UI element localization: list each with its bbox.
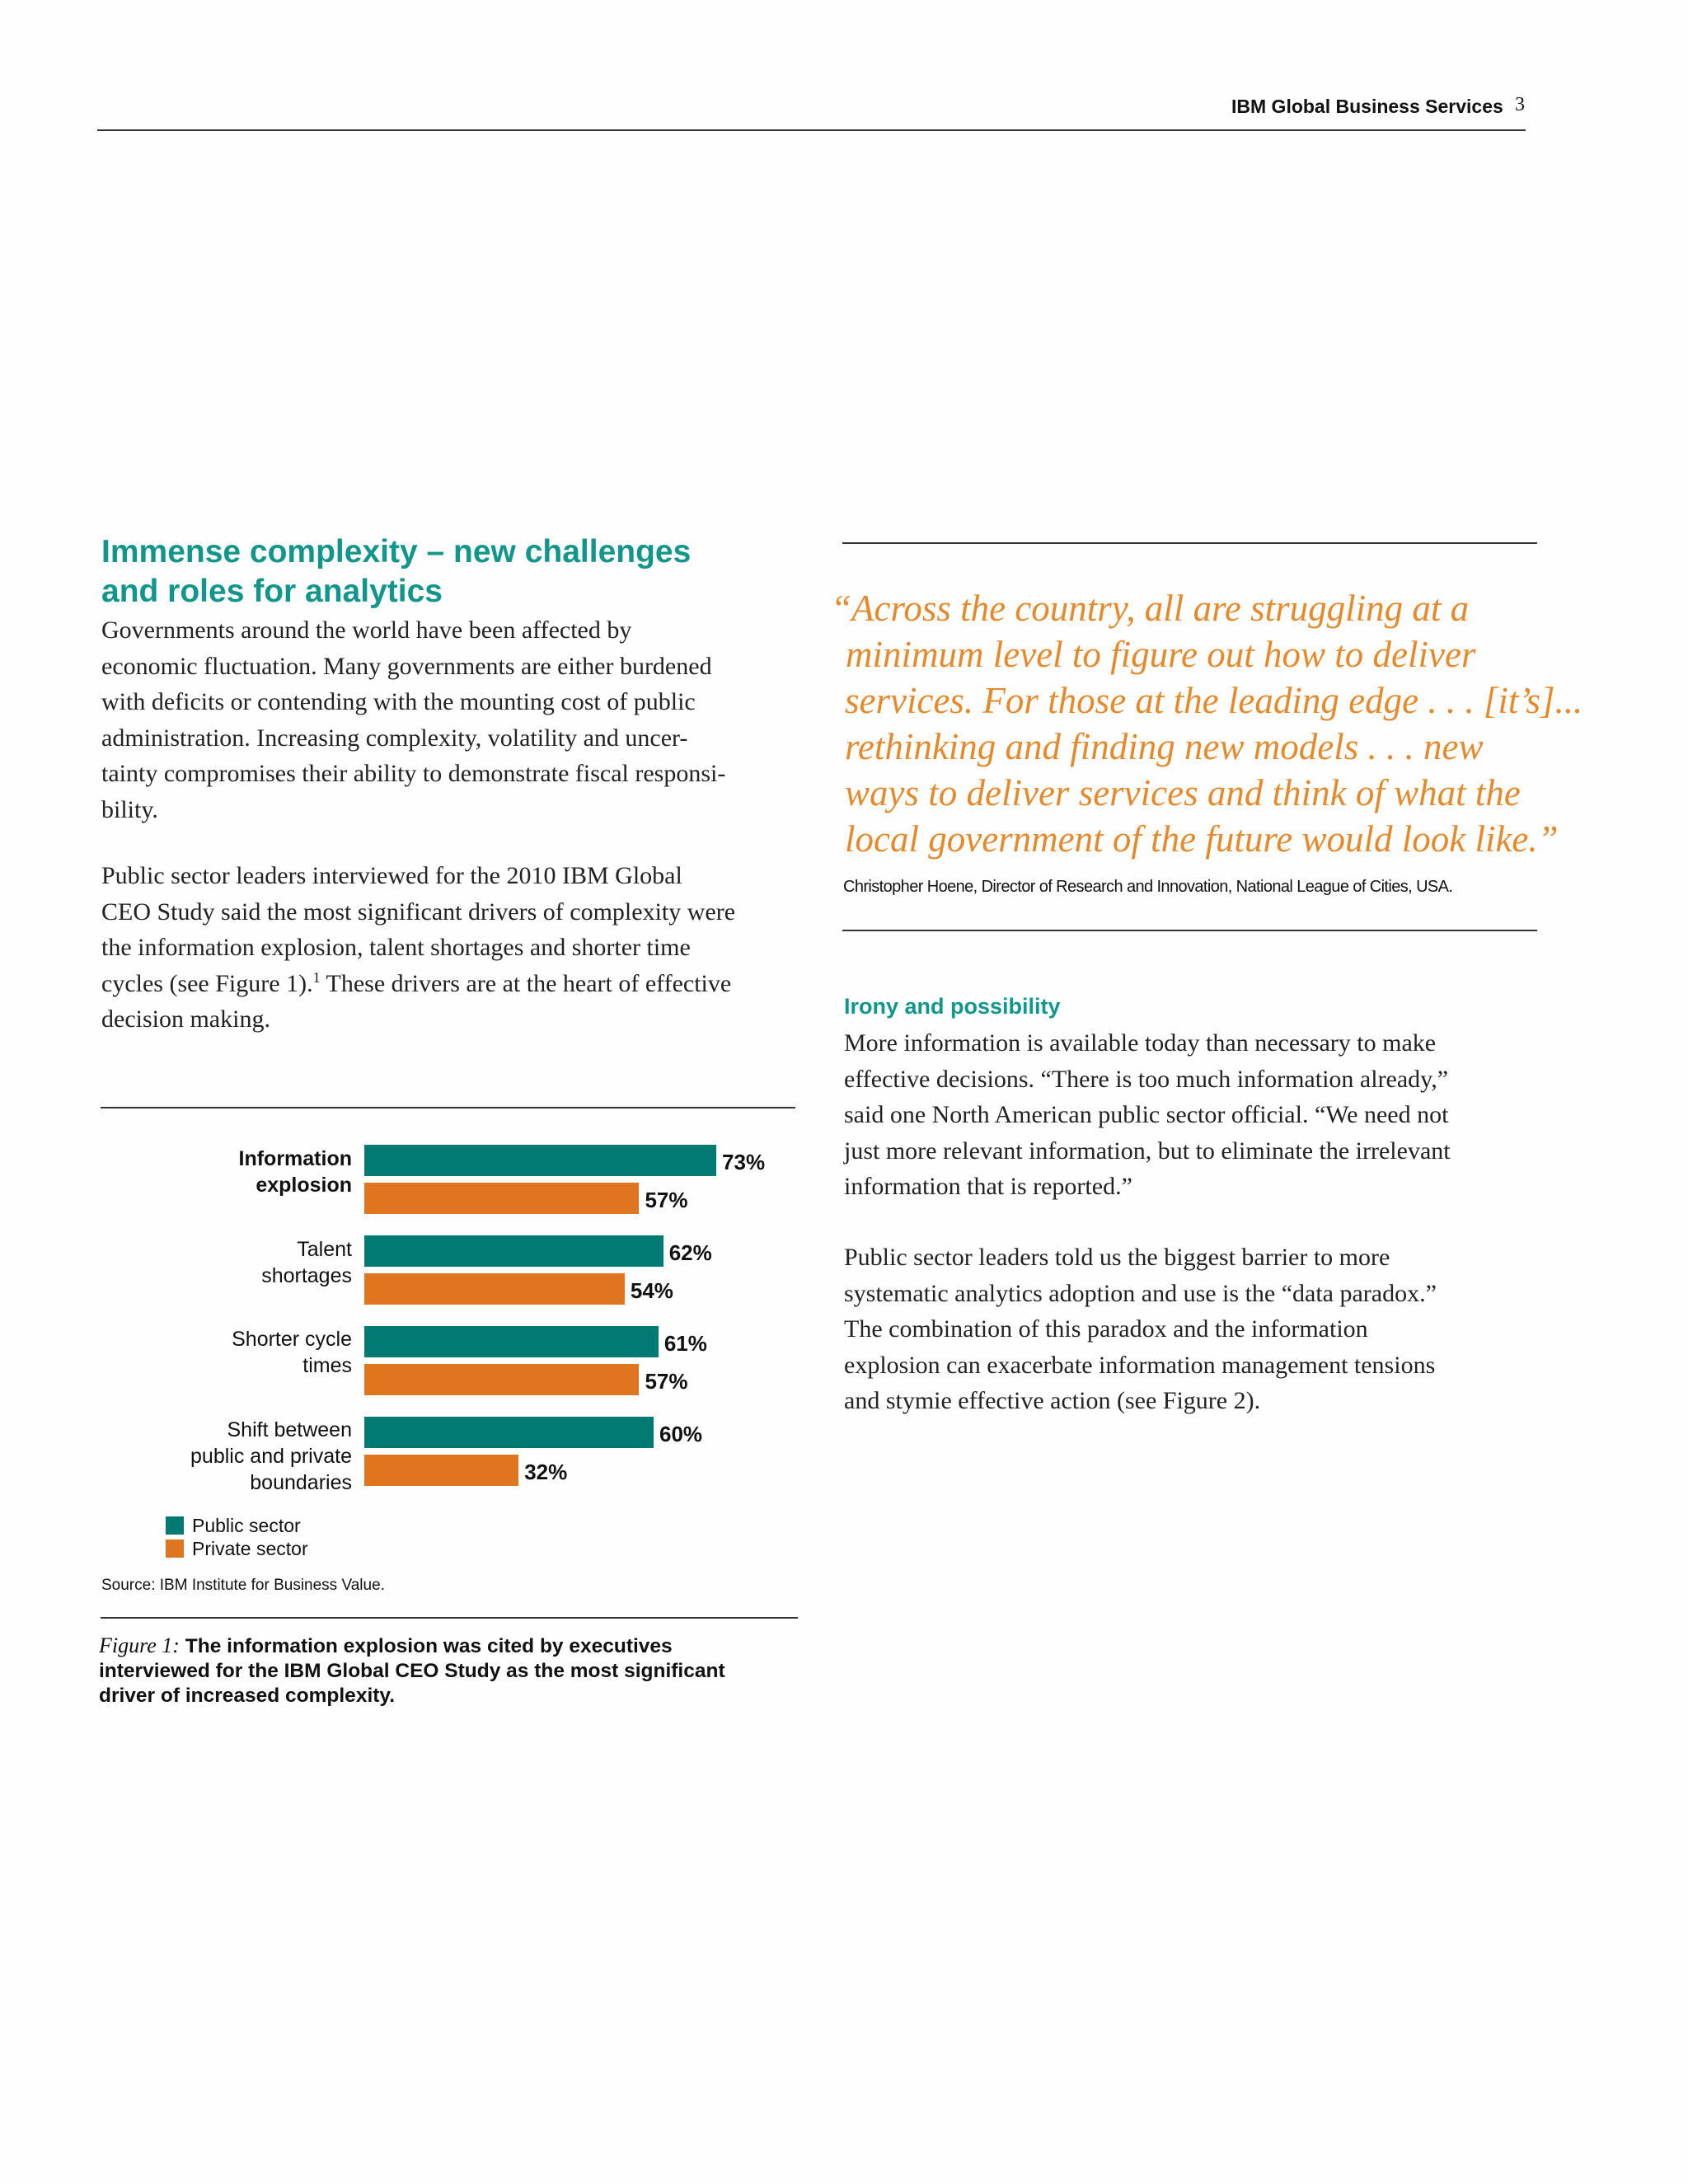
text-line: Public sector leaders interviewed for the 2010 IBM Global (101, 862, 682, 889)
quote-line: local government of the future would look like.” (845, 818, 1559, 860)
quote-line: minimum level to figure out how to deliver (846, 634, 1476, 675)
caption-line (99, 1633, 725, 1659)
bar-value-label: 54% (630, 1278, 673, 1303)
legend-swatch-private (166, 1540, 184, 1558)
bar-value-label: 57% (645, 1188, 688, 1212)
category-label-line: boundaries (250, 1471, 352, 1494)
bar-value-label: 32% (524, 1460, 568, 1484)
quote-attribution: Christopher Hoene, Director of Research and Innovation, National League of Cities, USA. (843, 878, 1453, 896)
header-rule (97, 129, 1526, 131)
section-title-line: Immense complexity – new challenges (101, 534, 692, 569)
footnote-ref: 1 (312, 968, 321, 986)
figure-source: Source: IBM Institute for Business Value. (101, 1577, 385, 1594)
text-line: administration. Increasing complexity, volatility and uncer- (101, 724, 688, 752)
caption-text: The information explosion was cited by executives (179, 1635, 673, 1657)
category-label (80, 1417, 352, 1496)
text-line: just more relevant information, but to eliminate the irrelevant (844, 1137, 1451, 1165)
text-line: systematic analytics adoption and use is the “data paradox.” (844, 1279, 1437, 1307)
text-line: said one North American public sector official. “We need not (844, 1101, 1449, 1128)
category-label (80, 1236, 352, 1289)
bar-private-sector (364, 1364, 639, 1395)
text-line: The combination of this paradox and the information (844, 1315, 1368, 1343)
text-fragment: These drivers are at the heart of effective (320, 969, 732, 997)
text-line: Governments around the world have been affected by (101, 616, 632, 644)
category-label-line: explosion (256, 1174, 352, 1197)
bar-value-label: 73% (722, 1150, 766, 1174)
legend-label-private: Private sector (192, 1538, 308, 1559)
category-label-line: shortages (261, 1264, 352, 1287)
caption-figure-label: Figure 1: (99, 1633, 180, 1657)
figure-caption (99, 1633, 725, 1708)
text-line: More information is available today than necessary to make (844, 1029, 1437, 1057)
category-label-line: Shorter cycle (232, 1328, 352, 1351)
subhead: Irony and possibility (844, 994, 1061, 1019)
category-label-line: Talent (297, 1238, 352, 1261)
text-line: and stymie effective action (see Figure 2). (844, 1387, 1261, 1414)
quote-line: rethinking and finding new models . . . new (845, 726, 1484, 767)
text-line: Public sector leaders told us the biggest barrier to more (844, 1244, 1390, 1271)
legend-swatch-public (166, 1516, 184, 1535)
category-label (80, 1146, 352, 1198)
irony-paragraph (844, 1025, 1451, 1205)
text-line: tainty compromises their ability to demonstrate fiscal responsi- (101, 760, 726, 787)
figure-bottom-rule (101, 1617, 798, 1619)
bar-private-sector (364, 1183, 639, 1214)
bar-public-sector (364, 1235, 663, 1267)
quote-line: ways to deliver services and think of what the (845, 772, 1521, 813)
bar-value-label: 62% (668, 1240, 712, 1265)
quote-line: “Across the country, all are struggling at a (831, 588, 1470, 629)
text-line: economic fluctuation. Many governments are either burdened (101, 652, 712, 680)
quote-top-rule (842, 542, 1537, 544)
legend-label-public: Public sector (192, 1515, 301, 1536)
section-title-line: and roles for analytics (101, 574, 443, 609)
caption-line: interviewed for the IBM Global CEO Study as the most significant (99, 1660, 725, 1682)
bar-private-sector (364, 1273, 625, 1305)
category-label-line: public and private (190, 1445, 352, 1468)
figure-top-rule (101, 1107, 795, 1108)
drivers-paragraph (101, 858, 735, 1038)
bar-value-label: 61% (663, 1331, 707, 1356)
text-line: CEO Study said the most significant drivers of complexity were (101, 898, 736, 926)
bar-public-sector (364, 1145, 716, 1176)
data-paradox-paragraph (844, 1240, 1437, 1419)
pull-quote (831, 585, 1582, 862)
text-line: decision making. (101, 1005, 270, 1033)
text-line: information that is reported.” (844, 1173, 1132, 1200)
category-label-line: times (302, 1354, 352, 1377)
category-label (80, 1326, 352, 1379)
text-line: explosion can exacerbate information management tensions (844, 1351, 1436, 1379)
text-line: bility. (101, 795, 158, 823)
category-label-line: Information (238, 1147, 352, 1170)
text-fragment: cycles (see Figure 1). (101, 969, 313, 997)
text-line: with deficits or contending with the mounting cost of public (101, 688, 696, 715)
quote-line: services. For those at the leading edge . . . [it’s]... (845, 680, 1583, 721)
text-line (101, 966, 735, 1002)
text-line: the information explosion, talent shortages and shorter time (101, 934, 691, 961)
running-header: IBM Global Business Services (1231, 96, 1503, 117)
quote-bottom-rule (842, 930, 1537, 931)
section-title (101, 532, 691, 612)
bar-value-label: 57% (645, 1369, 688, 1394)
bar-public-sector (364, 1417, 654, 1448)
page-number: 3 (1515, 94, 1525, 115)
category-label-line: Shift between (227, 1418, 352, 1441)
caption-line: driver of increased complexity. (99, 1685, 396, 1707)
bar-value-label: 60% (659, 1422, 703, 1446)
bar-private-sector (364, 1455, 518, 1486)
intro-paragraph (101, 612, 725, 827)
text-line: effective decisions. “There is too much information already,” (844, 1065, 1449, 1093)
bar-public-sector (364, 1326, 659, 1357)
